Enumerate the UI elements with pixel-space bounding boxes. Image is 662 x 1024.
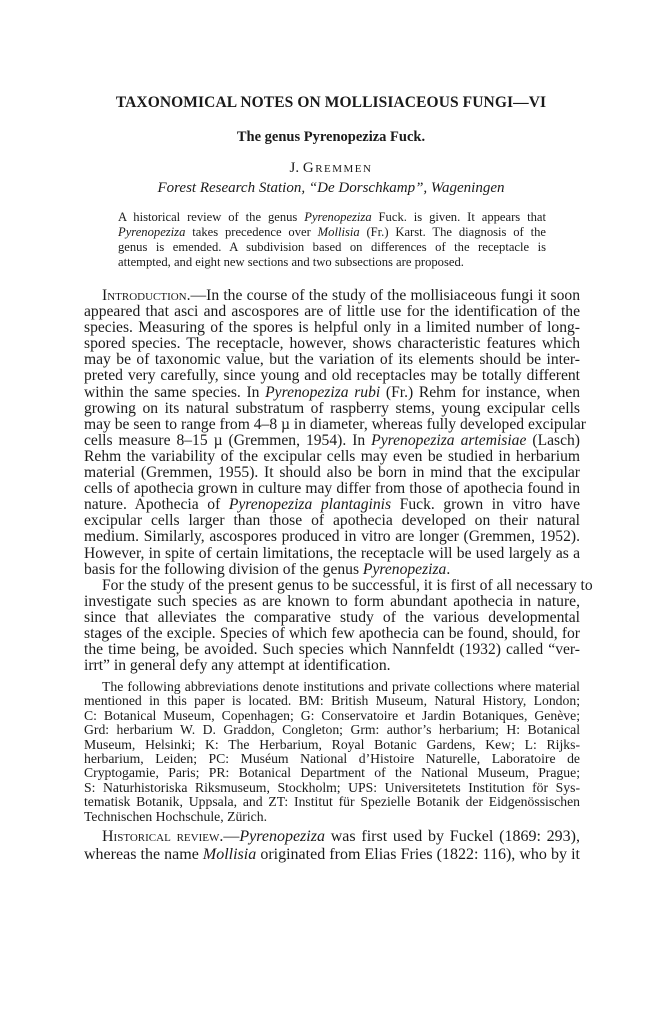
- text-run: C: Botanical Museum, Copenhagen; G: Conservatoire et Jardin Botaniques, Genève;: [84, 707, 580, 723]
- text-line: [84, 433, 580, 449]
- text-run: investigate such species as are known to form abundant apothecia in nature,: [84, 592, 580, 610]
- text-run: attempted, and eight new sections and two subsections are proposed.: [118, 255, 464, 269]
- text-run: takes precedence over: [185, 225, 318, 239]
- text-run: A historical review of the genus: [118, 210, 305, 224]
- text-run: Rehm the variability of the excipular cells may even be studied in herbarium: [84, 447, 580, 465]
- text-run: herbarium, Leiden; PC: Muséum National d’Histoire Naturelle, Laboratoire de: [84, 751, 580, 767]
- text-run: genus is emended. A subdivision based on differences of the receptacle is: [118, 240, 546, 254]
- text-run: material (Gremmen, 1955). It should also be born in mind that the excipular: [84, 464, 580, 482]
- text-run: may be of taxonomic value, but the variation of its elements should be inter-: [84, 351, 580, 369]
- text-run: cells measure 8–15 µ (Gremmen, 1954). In: [84, 431, 372, 449]
- text-run: within the same species. In: [84, 383, 266, 401]
- text-run: medium. Similarly, ascospores produced in vitro are longer (Gremmen, 1952).: [84, 528, 580, 546]
- paragraph: [84, 828, 580, 864]
- text-run: species. Measuring of the spores is helpful only in a limited number of long-: [84, 319, 580, 337]
- text-line: [84, 415, 586, 433]
- italic-text: Pyrenopeziza: [239, 828, 325, 845]
- abstract: [118, 210, 546, 270]
- text-run: basis for the following division of the genus: [84, 560, 363, 578]
- text-line: [84, 723, 580, 737]
- author-name: Gremmen: [302, 160, 373, 176]
- text-run: Fuck. grown in vitro have: [391, 496, 580, 514]
- text-line: [118, 210, 546, 225]
- text-run: (Fr.) Karst. The diagnosis of the: [359, 225, 546, 239]
- text-run: Technischen Hochschule, Zürich.: [84, 808, 267, 824]
- text-run: appeared that asci and ascospores are of little use for the identification of the: [84, 303, 580, 321]
- text-run: Cryptogamie, Paris; PR: Botanical Department of the National Museum, Prague;: [84, 765, 580, 781]
- text-line: [84, 336, 580, 352]
- text-run: Fuck. is given. It appears that: [371, 210, 546, 224]
- abbreviations-paragraph: [84, 680, 580, 824]
- text-run: Grd: herbarium W. D. Graddon, Congleton; Grm: author’s herbarium; H: Botanical: [84, 722, 580, 738]
- italic-text: Mollisia: [317, 225, 360, 239]
- text-line: [84, 658, 580, 674]
- text-run: However, in spite of certain limitations, the receptacle will be used largely as a: [84, 544, 580, 562]
- text-line: [84, 795, 580, 809]
- text-run: The following abbreviations denote institutions and private collections where material: [102, 679, 580, 694]
- text-run: preted very carefully, since young and old receptacles may be totally different: [84, 367, 580, 385]
- paper-subtitle: The genus Pyrenopeziza Fuck.: [236, 129, 426, 145]
- text-run: excipular cells larger than those of apothecia developed on their natural: [84, 512, 580, 530]
- text-run: originated from Elias Fries (1822: 116), who by it: [256, 846, 580, 863]
- author-initial: J.: [289, 160, 303, 176]
- text-line: [84, 385, 580, 401]
- text-line: [84, 546, 580, 562]
- text-line: [84, 481, 580, 497]
- introduction-section: [84, 287, 593, 675]
- text-line: [84, 828, 580, 846]
- paragraph: [118, 210, 546, 270]
- italic-text: Pyrenopeziza plantaginis: [228, 496, 392, 514]
- historical-review-section: [84, 828, 580, 864]
- text-line: [84, 449, 580, 465]
- text-run: since that alleviates the comparative study of the various developmental: [84, 608, 580, 626]
- text-run: irrt” in general defy any attempt at identification.: [84, 657, 391, 675]
- text-line: [84, 352, 580, 368]
- text-run: whereas the name: [84, 846, 203, 863]
- text-run: .—: [219, 828, 240, 845]
- text-line: [118, 255, 546, 270]
- text-line: [84, 288, 580, 304]
- text-line: [84, 610, 580, 626]
- text-run: was first used by Fuckel (1869: 293),: [324, 828, 580, 845]
- italic-text: Pyrenopeziza: [304, 210, 372, 224]
- paragraph: [84, 576, 593, 675]
- author: [0, 160, 662, 177]
- text-line: [84, 513, 580, 529]
- text-run: S: Naturhistoriska Riksmuseum, Stockholm; UPS: Universitetets Institution för Sys-: [84, 779, 580, 795]
- text-line: [84, 694, 580, 708]
- text-run: tematisk Botanik, Uppsala, and ZT: Institut für Spezielle Botanik der Eidgenössischen: [84, 794, 580, 810]
- text-line: [84, 680, 580, 694]
- italic-text: Mollisia: [202, 846, 257, 863]
- text-run: stages of the exciple. Species of which few apothecia can be found, should, for: [84, 624, 580, 642]
- text-line: [84, 368, 580, 384]
- text-run: (Fr.) Rehm for instance, when: [380, 383, 580, 401]
- text-line: [84, 304, 580, 320]
- text-run: may be seen to range from 4–8 µ in diameter, whereas fully developed excipular: [84, 415, 586, 433]
- text-run: .—In the course of the study of the mollisiaceous fungi it soon: [186, 287, 580, 304]
- text-line: [84, 576, 593, 594]
- paper-title: TAXONOMICAL NOTES ON MOLLISIACEOUS FUNGI—VI: [115, 94, 547, 111]
- text-line: [84, 320, 580, 336]
- italic-text: Pyrenopeziza rubi: [265, 383, 381, 401]
- text-run: growing on its natural substratum of raspberry stems, young excipular cells: [84, 399, 580, 417]
- text-line: [84, 846, 580, 864]
- text-line: [84, 642, 580, 658]
- paragraph: [84, 680, 580, 824]
- italic-text: Pyrenopeziza: [118, 225, 186, 239]
- text-run: nature. Apothecia of: [84, 496, 229, 514]
- text-line: [84, 766, 580, 780]
- text-line: [84, 752, 580, 766]
- affiliation: Forest Research Station, “De Dorschkamp”, Wageningen: [157, 180, 505, 196]
- text-line: [84, 401, 580, 417]
- text-run: the time being, be avoided. Such species which Nannfeldt (1932) called “ver-: [84, 641, 580, 659]
- text-line: [84, 562, 580, 578]
- text-line: [84, 497, 580, 513]
- paragraph: [84, 287, 586, 578]
- italic-text: Pyrenopeziza: [362, 560, 447, 578]
- text-run: mentioned in this paper is located. BM: British Museum, Natural History, London;: [84, 693, 580, 709]
- text-line: [84, 810, 580, 824]
- text-line: [84, 465, 580, 481]
- text-line: [118, 240, 546, 255]
- text-run: (Lasch): [526, 431, 580, 449]
- text-run: .: [446, 560, 451, 578]
- text-line: [84, 626, 580, 642]
- text-line: [84, 709, 580, 723]
- text-line: [84, 529, 580, 545]
- text-run: spored species. The receptacle, however, shows characteristic features which: [84, 335, 580, 353]
- text-line: [84, 781, 580, 795]
- section-heading: Historical review: [102, 828, 220, 845]
- text-run: Museum, Helsinki; K: The Herbarium, Royal Botanic Gardens, Kew; L: Rijks-: [84, 736, 580, 752]
- italic-text: Pyrenopeziza artemisiae: [371, 431, 527, 449]
- text-line: [84, 738, 580, 752]
- text-run: cells of apothecia grown in culture may differ from those of apothecia found in: [84, 480, 580, 498]
- text-line: [84, 594, 580, 610]
- text-line: [118, 225, 546, 240]
- section-heading: Introduction: [102, 287, 187, 304]
- text-run: For the study of the present genus to be successful, it is first of all necessary to: [102, 576, 593, 594]
